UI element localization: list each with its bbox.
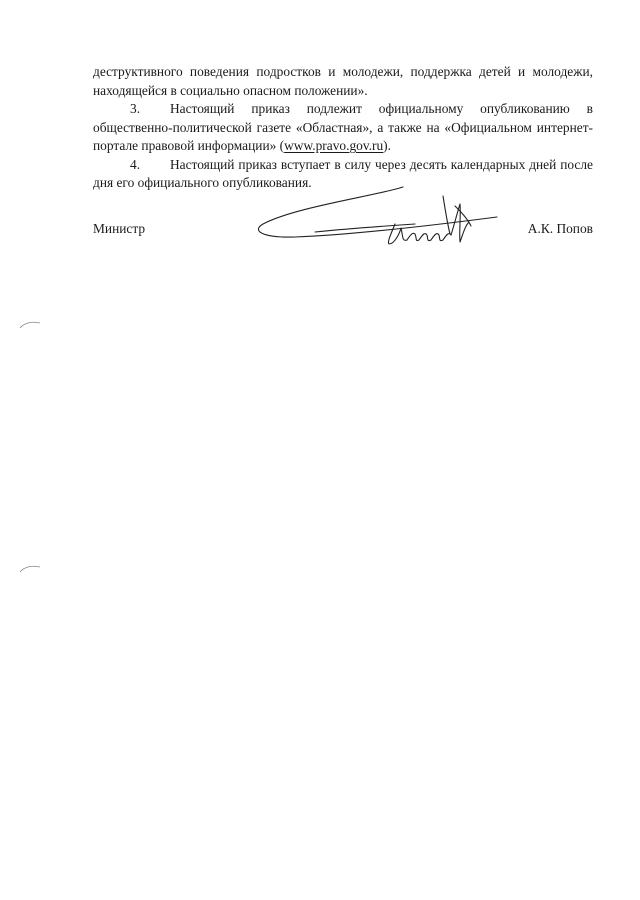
paragraph-item-3 [93,100,593,156]
signer-name: А.К. Попов [527,221,593,236]
item-text-after: ). [383,138,391,153]
paragraph-continuation: деструктивного поведения подростков и молодежи, поддержка детей и молодежи, находящейся в социально опасном положении». [93,64,593,98]
pravo-link[interactable]: www.pravo.gov.ru [284,138,384,153]
item-number: 3. [130,101,141,116]
document-body [93,63,593,193]
handwritten-signature-icon [255,182,505,257]
scan-mark-icon [18,562,42,574]
position-title: Министр [93,221,146,236]
item-number: 4. [130,156,141,172]
item-text: Настоящий приказ вступает в силу через десять календарных дней после дня его официального опубликования. [93,156,593,190]
scan-mark-icon [18,318,42,330]
item-text-before: Настоящий приказ подлежит официальному опубликованию в общественно-политической газете «Областная», а также на «Официальном интернет-портале правовой информации» ( [93,101,593,153]
